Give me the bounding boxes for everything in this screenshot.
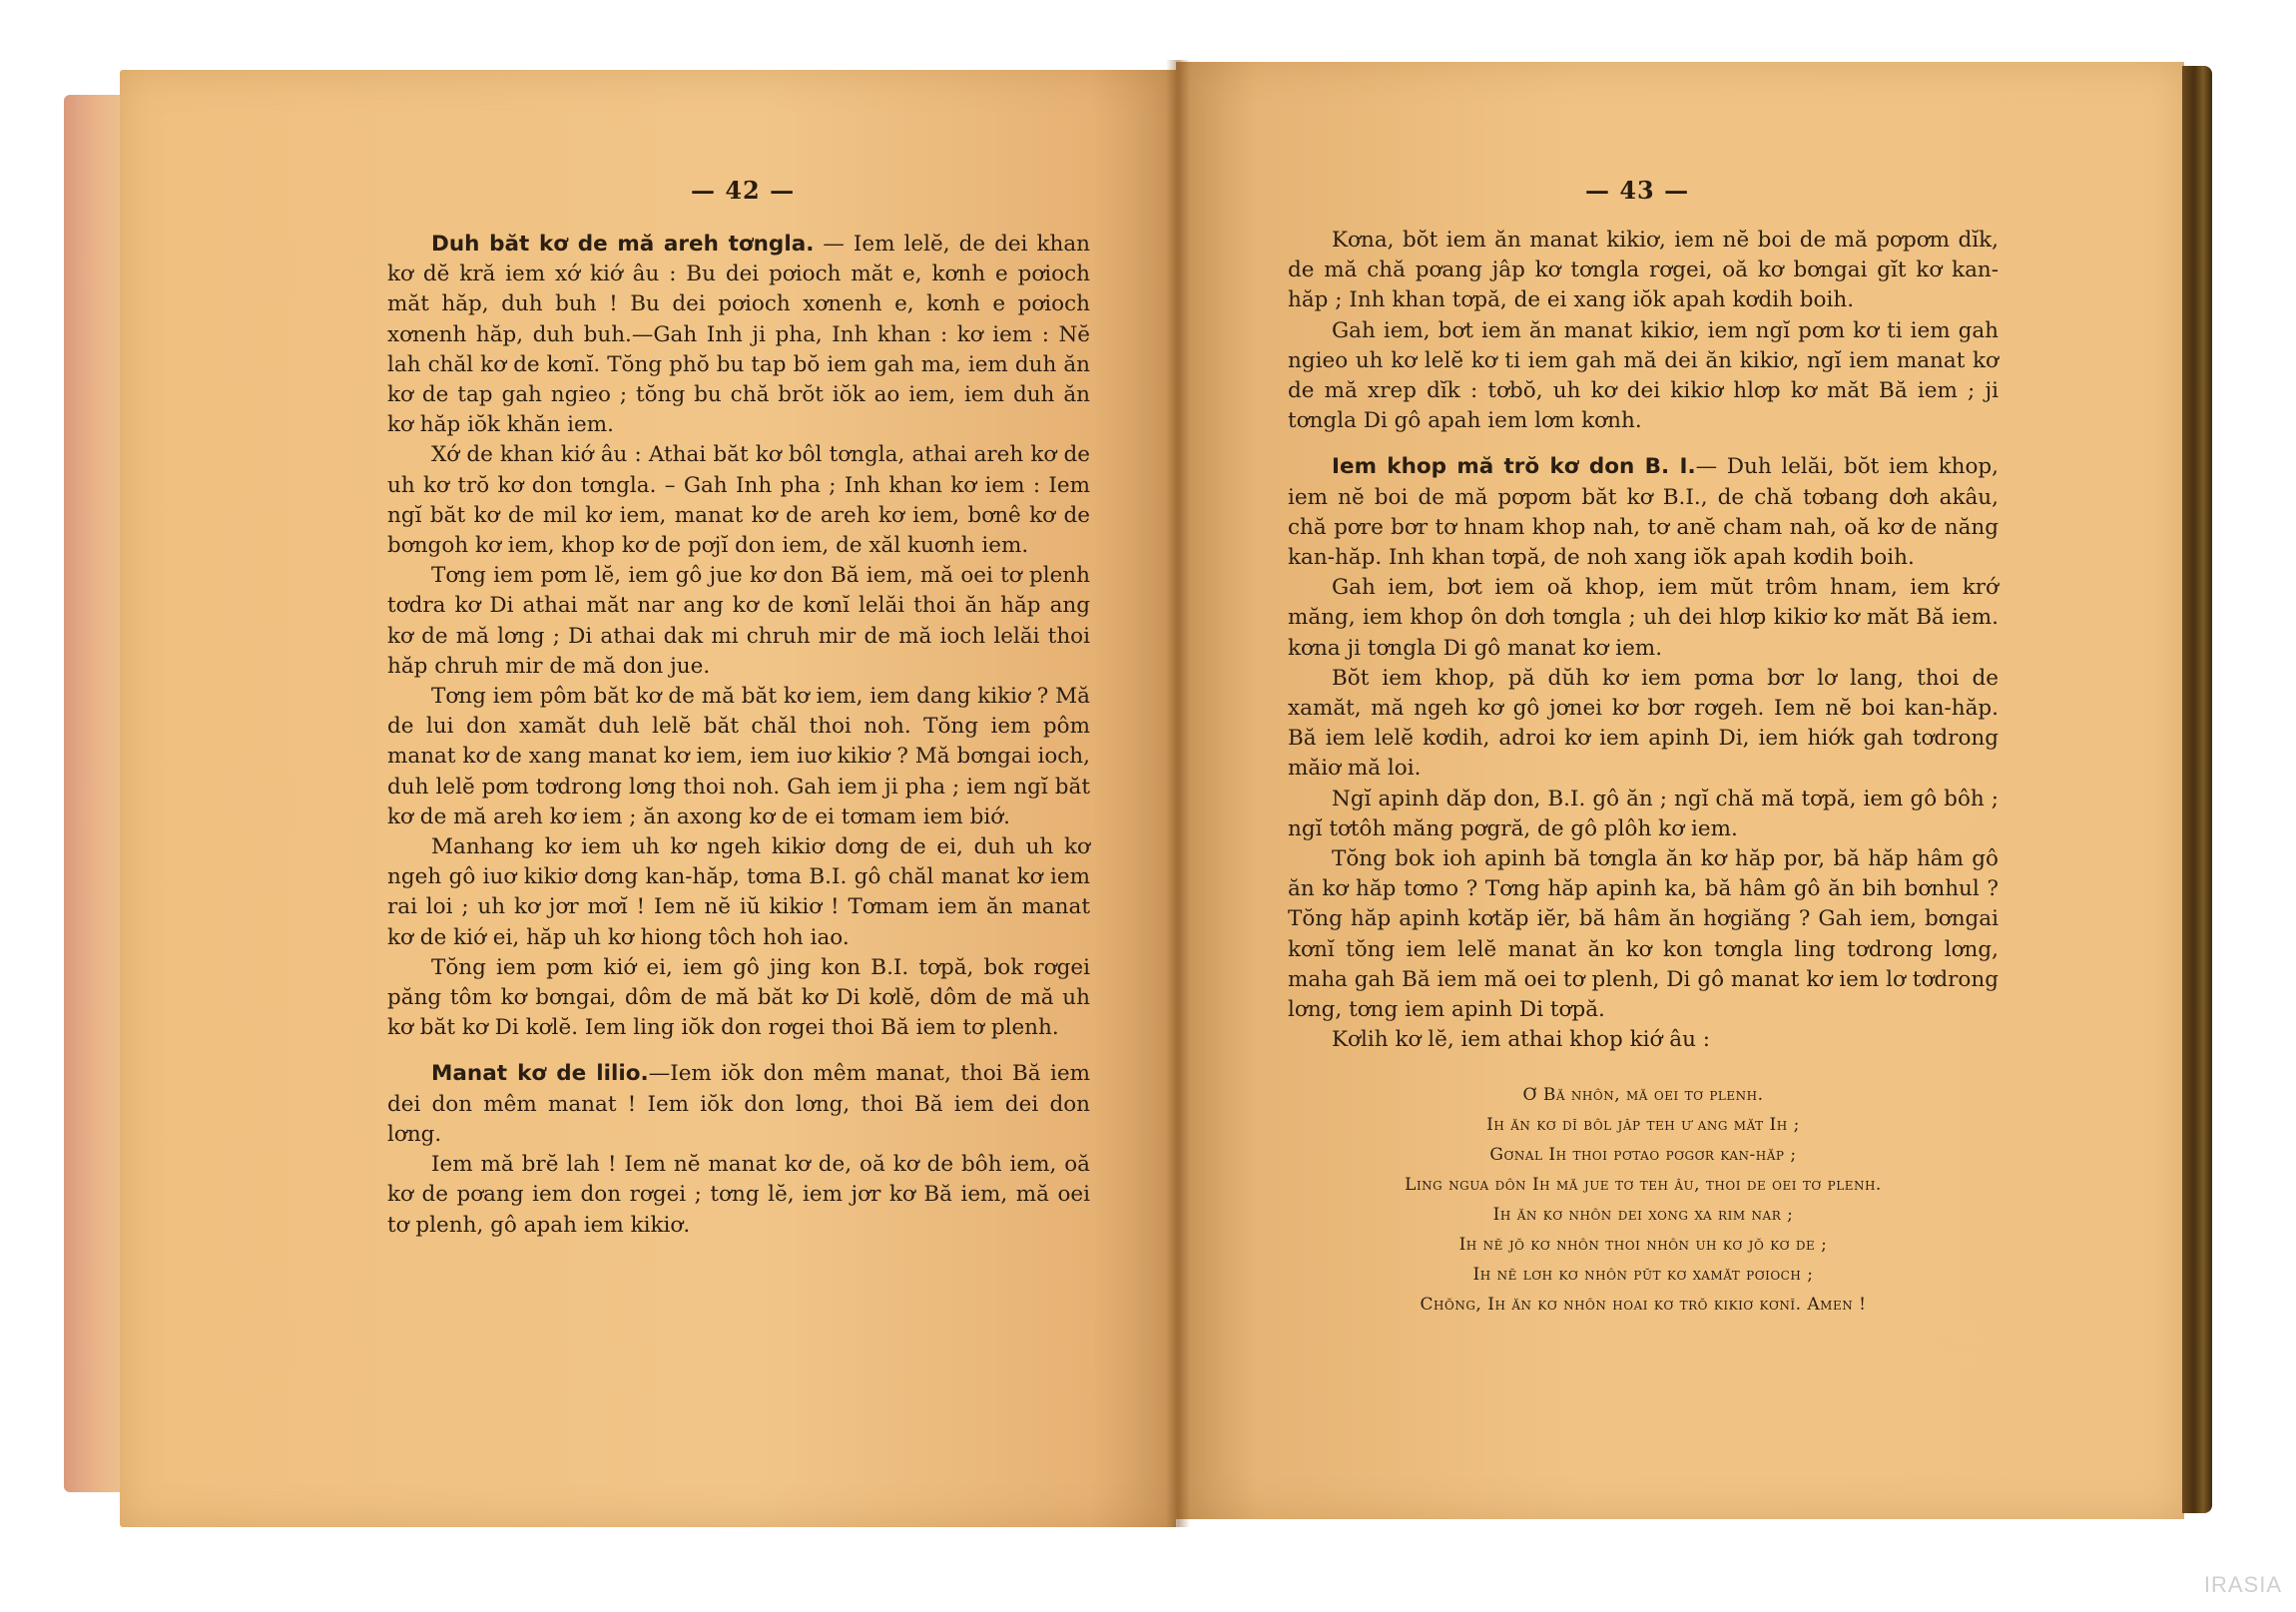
paragraph-text: — Duh lelăi, bŏt iem khop, iem nĕ boi de mă pơpơm băt kơ B.I., de chă tơbang dơh akâu, chă pơre bơr tơ hnam khop nah, tơ anĕ cham nah, oă kơ de năng kan-hăp. Inh khan tơpă, de noh xang iŏk apah kơdih boih. [1288,454,1999,571]
right-page-text [1288,226,1999,1055]
book-gutter [1166,60,1190,1527]
paragraph-text: Tŏng bok ioh apinh bă tơngla ăn kơ hăp por, bă hăp hâm gô ăn kơ hăp tơmo ? Tơng hăp apinh ka, bă hâm gô ăn bih bơnhul ? Tŏng hăp apinh kơtăp iĕr, bă hâm ăn hơgiăng ? Gah iem, bơngai kơnĭ tŏng iem lelĕ manat ăn kơ kon tơngla ling tơdrong lơng, maha gah Bă iem mă oei tơ plenh, Di gô manat kơ iem lơ tơdrong lơng, tơng iem apinh Di tơpă. [1288,846,1999,1023]
book-spine-edge [2182,66,2212,1513]
prayer-line: Ih ăn kơ dĭ bôl jâp teh ư ang măt Ih ; [1486,1115,1800,1135]
paragraph-text: Tơng iem pơm lĕ, iem gô jue kơ don Bă iem, mă oei tơ plenh tơdra kơ Di athai măt nar ang kơ de kơnĭ lelăi thoi ăn hăp ang kơ de mă lơng ; Di athai dak mi chruh mir de mă ioch lelăi thoi hăp chruh mir de mă don jue. [387,563,1090,679]
paragraph [1288,1025,1999,1055]
prayer-line: Ih nĕ jŏ kơ nhôn thoi nhôn uh kơ jŏ kơ de ; [1458,1235,1828,1255]
paragraph-text: Iem mă brĕ lah ! Iem nĕ manat kơ de, oă kơ de bôh iem, oă kơ de pơang iem don rơgei ; tơng lĕ, iem jơr kơ Bă iem, mă oei tơ plenh, gô apah iem kikiơ. [387,1152,1090,1238]
paragraph [387,1059,1090,1150]
lords-prayer [1288,1080,1999,1320]
paragraph-text: Tŏng iem pơm kiớ ei, iem gô jing kon B.I. tơpă, bok rơgei păng tôm kơ bơngai, dôm de mă băt kơ Di kơlĕ, dôm de mă uh kơ băt kơ Di kơlĕ. Iem ling iŏk don rơgei thoi Bă iem tơ plenh. [387,954,1090,1041]
left-page-text [387,230,1090,1241]
paragraph [387,682,1090,832]
section-heading: Manat kơ de lilio. [431,1061,649,1087]
page-edges [64,95,122,1492]
prayer-line: Chŏng, Ih ăn kơ nhôn hoai kơ trŏ kikiơ kơnĭ. Amen ! [1420,1295,1867,1315]
paragraph-text: Ngĭ apinh dăp don, B.I. gô ăn ; ngĭ chă mă tơpă, iem gô bôh ; ngĭ tơtôh măng pơgră, de gô plôh kơ iem. [1288,786,1999,841]
paragraph [387,561,1090,682]
paragraph [387,953,1090,1044]
prayer-line: Ơ Bă nhôn, mă oei tơ plenh. [1522,1085,1764,1105]
paragraph [387,1150,1090,1241]
paragraph [1288,316,1999,437]
paragraph [1288,664,1999,785]
prayer-line: Ling ngua dôn Ih mă jue tơ teh âu, thoi de oei tơ plenh. [1405,1175,1882,1195]
prayer-line: Ih nĕ lơh kơ nhôn pŭt kơ xamăt pơioch ; [1472,1265,1814,1285]
paragraph [387,832,1090,953]
watermark: IRASIA [2203,1572,2282,1597]
paragraph [387,440,1090,561]
paragraph-text: —Iem iŏk don mêm manat, thoi Bă iem dei don mêm manat ! Iem iŏk don lơng, thoi Bă iem dei don lơng. [387,1061,1090,1147]
paragraph-text: Gah iem, bơt iem ăn manat kikiơ, iem ngĭ pơm kơ ti iem gah ngieo uh kơ lelĕ kơ ti iem gah mă dei ăn kikiơ, ngĭ iem manat kơ de mă xrep dĭk : tơbŏ, uh kơ dei kikiơ hlơp kơ măt Bă iem ; ji tơngla Di gô apah iem lơm kơnh. [1288,317,1999,434]
page-number-right: — 43 — [1585,176,1690,205]
paragraph [1288,226,1999,316]
paragraph-text: Gah iem, bơt iem oă khop, iem mŭt trôm hnam, iem krớ măng, iem khop ôn dơh tơngla ; uh dei hlơp kikiơ kơ măt Bă iem. kơna ji tơngla Di gô manat kơ iem. [1288,575,1999,661]
paragraph-gap [387,1043,1090,1059]
paragraph-gap [1288,436,1999,452]
prayer-line: Ih ăn kơ nhôn dei xong xa rim nar ; [1492,1205,1794,1225]
paragraph [1288,452,1999,573]
paragraph [1288,573,1999,664]
paragraph [1288,785,1999,844]
paragraph [387,230,1090,440]
paragraph-text: Kơna, bŏt iem ăn manat kikiơ, iem nĕ boi de mă pơpơm dĭk, de mă chă pơang jâp kơ tơngla rơgei, oă kơ bơngai gĭt kơ kan-hăp ; Inh khan tơpă, de ei xang iŏk apah kơdih boih. [1288,228,1999,313]
paragraph [1288,844,1999,1025]
paragraph-text: Kơlih kơ lĕ, iem athai khop kiớ âu : [1332,1027,1711,1053]
section-heading: Duh băt kơ de mă areh tơngla. [431,232,815,257]
paragraph-text: Bŏt iem khop, pă dŭh kơ iem pơma bơr lơ lang, thoi de xamăt, mă ngeh kơ gô jơnei kơ bơr rơgeh. Iem nĕ boi kan-hăp. Bă iem lelĕ kơdih, adroi kơ iem apinh Di, iem hiớk gah tơdrong măiơ mă loi. [1288,665,1999,782]
paragraph-text: Manhang kơ iem uh kơ ngeh kikiơ dơng de ei, duh uh kơ ngeh gô iuơ kikiơ dơng kan-hăp, tơma B.I. gô chăl manat kơ iem rai loi ; uh kơ jơr mơĭ ! Iem nĕ iŭ kikiơ ! Tơmam iem ăn manat kơ de kiớ ei, hăp uh kơ hiong tôch hoh iao. [387,834,1090,950]
paragraph-text: — Iem lelĕ, de dei khan kơ dĕ kră iem xớ kiớ âu : Bu dei pơioch măt e, kơnh e pơioch măt hăp, duh buh ! Bu dei pơioch xơnenh e, kơnh e pơioch xơnenh hăp, duh buh.—Gah Inh ji pha, Inh khan : kơ iem : Nĕ lah chăl kơ de kơnĭ. Tŏng phŏ bu tap bŏ iem gah ma, iem duh ăn kơ de tap gah ngieo ; tŏng bu chă brŏt iŏk ao iem, iem duh ăn kơ hăp iŏk khăn iem. [387,232,1090,438]
prayer-line: Gơnal Ih thoi pơtao pơgơr kan-hăp ; [1489,1145,1797,1165]
paragraph-text: Tơng iem pôm băt kơ de mă băt kơ iem, iem dang kikiơ ? Mă de lui don xamăt duh lelĕ băt chăl thoi noh. Tŏng iem pôm manat kơ de xang manat kơ iem, iem iuơ kikiơ ? Mă bơngai ioch, duh lelĕ pơm tơdrong lơng thoi noh. Gah iem ji pha ; iem ngĭ băt kơ de mă areh kơ iem ; ăn axong kơ de ei tơmam iem biớ. [387,684,1090,829]
paragraph-text: Xớ de khan kiớ âu : Athai băt kơ bôl tơngla, athai areh kơ de uh kơ trŏ kơ don tơngla. – Gah Inh pha ; Inh khan kơ iem : Iem ngĭ băt kơ de mil kơ iem, manat kơ de areh kơ iem, bơnê kơ de bơngoh kơ iem, khop kơ de pơjĭ don iem, de xăl kuơnh iem. [387,442,1090,559]
section-heading: Iem khop mă trŏ kơ don B. I. [1332,454,1696,480]
page-number-left: — 42 — [691,176,796,205]
